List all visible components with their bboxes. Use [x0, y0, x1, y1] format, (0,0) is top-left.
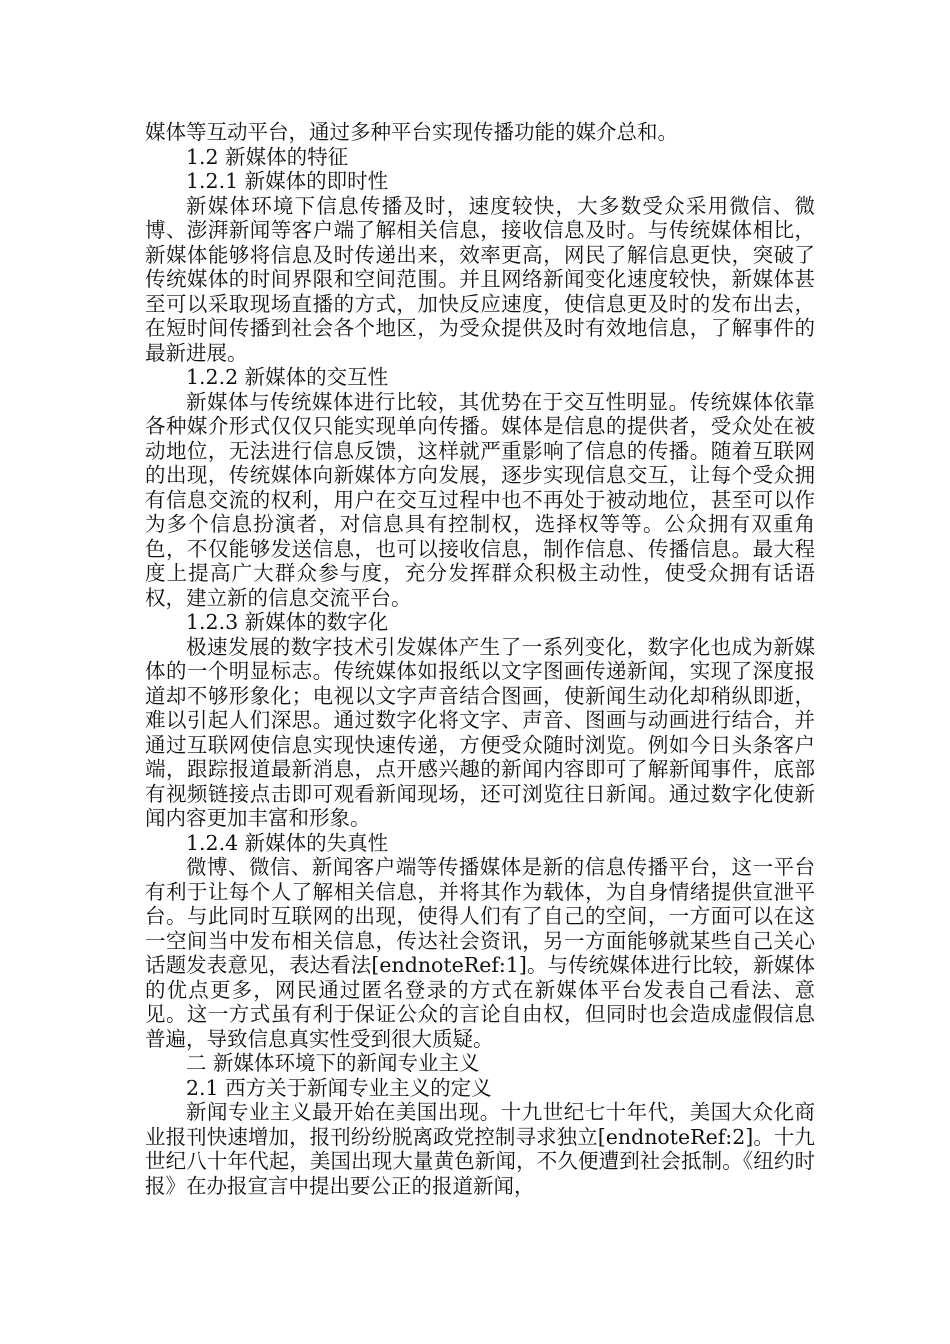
section-heading-1-2: 1.2 新媒体的特征 — [186, 144, 349, 169]
section-heading-1-2-3: 1.2.3 新媒体的数字化 — [186, 610, 389, 634]
paragraph-distortion: 微博、微信、新闻客户端等传播媒体是新的信息传播平台，这一平台有利于让每个人了解相关信息，并将其作为载体，为自身情绪提供宣泄平台。与此同时互联网的出现，使得人们有了自己的空间，一方面可以在这一空间当中发布相关信息，传达社会资讯，另一方面能够就某些自己关心话题发表意见，表达看法[endnoteRef:1]。与传统媒体进行比较，新媒体的优点更多，网民通过匿名登录的方式在新媒体平台发表自己看法、意见。这一方式虽有利于保证公众的言论自由权，但同时也会造成虚假信息普遍，导致信息真实性受到很大质疑。 — [145, 855, 815, 1051]
paragraph-digitalization: 极速发展的数字技术引发媒体产生了一系列变化，数字化也成为新媒体的一个明显标志。传统媒体如报纸以文字图画传递新闻，实现了深度报道却不够形象化；电视以文字声音结合图画，使新闻生动化却稍纵即逝，难以引起人们深思。通过数字化将文字、声音、图画与动画进行结合，并通过互联网使信息实现快速传递，方便受众随时浏览。例如今日头条客户端，跟踪报道最新消息，点开感兴趣的新闻内容即可了解新闻事件，底部有视频链接点击即可观看新闻现场，还可浏览往日新闻。通过数字化使新闻内容更加丰富和形象。 — [145, 634, 815, 830]
paragraph-interactivity: 新媒体与传统媒体进行比较，其优势在于交互性明显。传统媒体依靠各种媒介形式仅仅只能实现单向传播。媒体是信息的提供者，受众处在被动地位，无法进行信息反馈，这样就严重影响了信息的传播。随着互联网的出现，传统媒体向新媒体方向发展，逐步实现信息交互，让每个受众拥有信息交流的权利，用户在交互过程中也不再处于被动地位，甚至可以作为多个信息扮演者，对信息具有控制权，选择权等等。公众拥有双重角色，不仅能够发送信息，也可以接收信息，制作信息、传播信息。最大程度上提高广大群众参与度，充分发挥群众积极主动性，使受众拥有话语权，建立新的信息交流平台。 — [145, 389, 815, 610]
section-heading-1-2-2: 1.2.2 新媒体的交互性 — [186, 365, 389, 389]
section-heading-2-1: 2.1 西方关于新闻专业主义的定义 — [186, 1075, 492, 1100]
paragraph-western-definition: 新闻专业主义最开始在美国出现。十九世纪七十年代，美国大众化商业报刊快速增加，报刊纷纷脱离政党控制寻求独立[endnoteRef:2]。十九世纪八十年代起，美国出现大量黄色新闻，不久便遭到社会抵制。《纽约时报》在办报宣言中提出要公正的报道新闻， — [145, 1100, 815, 1198]
chapter-heading-2: 二 新媒体环境下的新闻专业主义 — [186, 1051, 480, 1075]
section-heading-1-2-4: 1.2.4 新媒体的失真性 — [186, 830, 389, 855]
section-heading-1-2-1: 1.2.1 新媒体的即时性 — [186, 169, 389, 193]
paragraph-intro-continuation: 媒体等互动平台，通过多种平台实现传播功能的媒介总和。 — [145, 120, 678, 144]
paragraph-immediacy: 新媒体环境下信息传播及时，速度较快，大多数受众采用微信、微博、澎湃新闻等客户端了解相关信息，接收信息及时。与传统媒体相比，新媒体能够将信息及时传递出来，效率更高，网民了解信息更快，突破了传统媒体的时间界限和空间范围。并且网络新闻变化速度较快，新媒体甚至可以采取现场直播的方式，加快反应速度，使信息更及时的发布出去，在短时间传播到社会各个地区，为受众提供及时有效地信息，了解事件的最新进展。 — [145, 193, 815, 365]
document-body — [145, 120, 815, 1198]
